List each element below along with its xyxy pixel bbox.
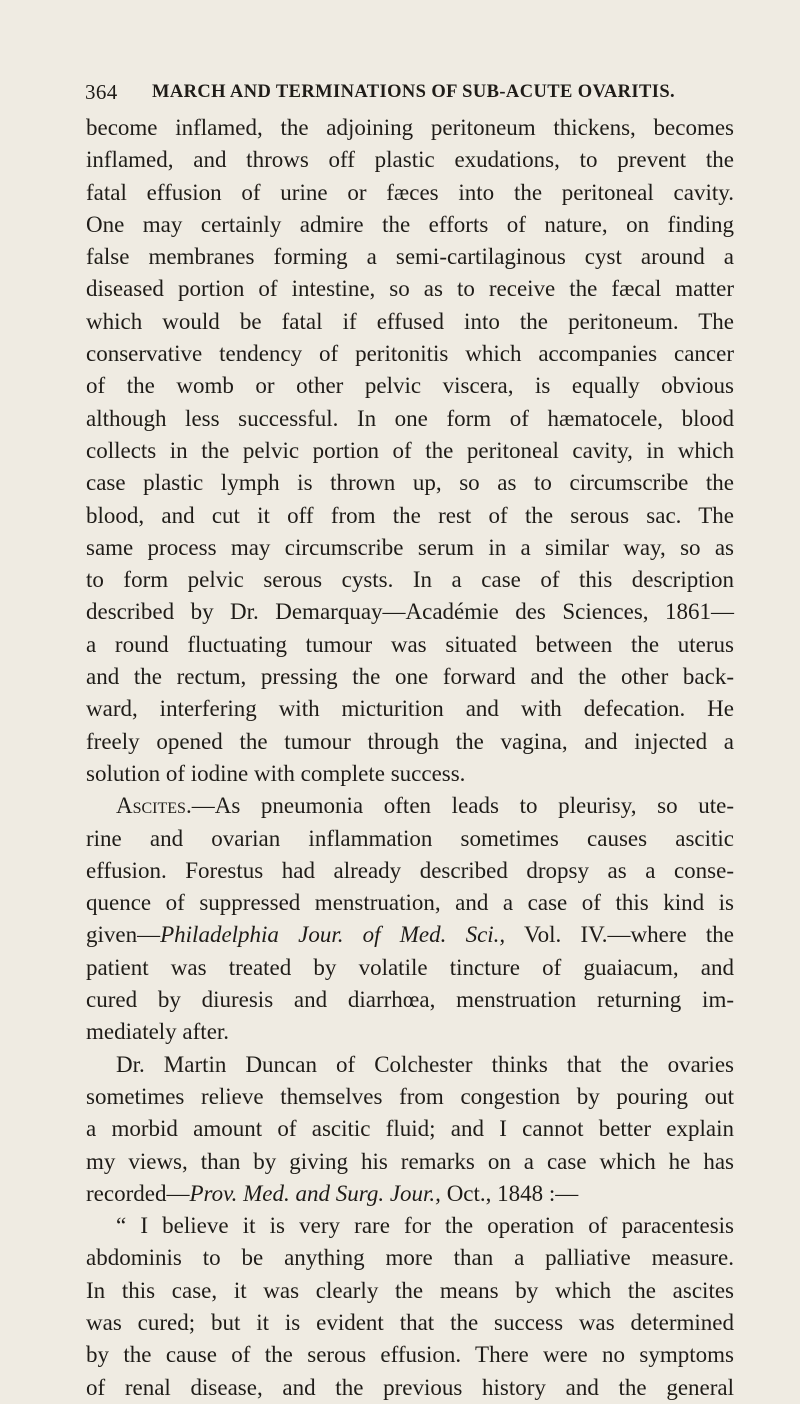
text-run: Oct., 1848 :— xyxy=(440,1180,579,1206)
text-line: sometimes relieve themselves from congestion by pouring out xyxy=(86,1083,734,1109)
citation-title: Prov. Med. and Surg. Jour., xyxy=(189,1180,441,1206)
text-line xyxy=(86,1178,734,1210)
text-run: recorded— xyxy=(86,1180,190,1206)
text-line: quence of suppressed menstruation, and a case of this kind is xyxy=(86,890,734,916)
text-line: collects in the pelvic portion of the peritoneal cavity, in which xyxy=(86,437,734,463)
text-line: same process may circumscribe serum in a similar way, so as xyxy=(86,534,734,560)
text-line: false membranes forming a semi-cartilaginous cyst around a xyxy=(86,244,734,270)
text-run: Vol. IV.—where the xyxy=(505,922,734,948)
text-line: of the womb or other pelvic viscera, is equally obvious xyxy=(86,373,734,399)
text-line: In this case, it was clearly the means by which the ascites xyxy=(86,1277,734,1303)
text-line: inflamed, and throws off plastic exudations, to prevent the xyxy=(86,147,734,173)
page-number: 364 xyxy=(85,80,118,104)
citation-title: Philadelphia Jour. of Med. Sci., xyxy=(160,922,506,948)
text-line: was cured; but it is evident that the success was determined xyxy=(86,1309,734,1335)
text-line: “ I believe it is very rare for the operation of paracentesis xyxy=(116,1213,734,1239)
text-line: effusion. Forestus had already described dropsy as a conse- xyxy=(86,857,734,883)
text-line: diseased portion of intestine, so as to receive the fæcal matter xyxy=(86,276,734,302)
text-line: ward, interfering with micturition and with defecation. He xyxy=(86,696,734,722)
section-heading-ascites: Ascites. xyxy=(116,793,192,819)
text-line: although less successful. In one form of hæmatocele, blood xyxy=(86,405,734,431)
text-line: become inflamed, the adjoining peritoneum thickens, becomes xyxy=(86,115,734,140)
running-title: MARCH AND TERMINATIONS OF SUB-ACUTE OVARITIS. xyxy=(152,82,676,102)
text-run: —As pneumonia often leads to pleurisy, so ute- xyxy=(191,793,734,819)
text-line: a morbid amount of ascitic fluid; and I cannot better explain xyxy=(86,1116,734,1142)
text-line: conservative tendency of peritonitis which accompanies cancer xyxy=(86,341,734,367)
text-line xyxy=(86,919,734,951)
text-line: solution of iodine with complete success. xyxy=(86,760,466,786)
text-line: freely opened the tumour through the vagina, and injected a xyxy=(86,728,734,754)
text-line: abdominis to be anything more than a palliative measure. xyxy=(86,1245,734,1271)
text-line: rine and ovarian inflammation sometimes causes ascitic xyxy=(86,825,734,851)
text-run: given— xyxy=(86,922,161,948)
text-line: mediately after. xyxy=(86,1019,230,1045)
text-line: which would be fatal if effused into the peritoneum. The xyxy=(86,308,734,334)
text-line: One may certainly admire the efforts of nature, on finding xyxy=(86,211,734,237)
text-line: and the rectum, pressing the one forward and the other back- xyxy=(86,664,734,690)
text-line: described by Dr. Demarquay—Académie des Sciences, 1861— xyxy=(86,599,734,625)
text-line xyxy=(86,790,734,822)
text-line: of renal disease, and the previous history and the general xyxy=(86,1374,734,1400)
body-text xyxy=(86,112,734,1404)
text-line: blood, and cut it off from the rest of the serous sac. The xyxy=(86,502,734,528)
text-line: my views, than by giving his remarks on a case which he has xyxy=(86,1148,734,1174)
text-line: Dr. Martin Duncan of Colchester thinks that the ovaries xyxy=(116,1051,734,1077)
text-line: cured by diuresis and diarrhœa, menstruation returning im- xyxy=(86,987,734,1013)
text-line: case plastic lymph is thrown up, so as to circumscribe the xyxy=(86,470,734,496)
page-header xyxy=(85,80,725,110)
text-line: fatal effusion of urine or fæces into the peritoneal cavity. xyxy=(86,179,734,205)
text-line: to form pelvic serous cysts. In a case of this description xyxy=(86,567,734,593)
text-line: patient was treated by volatile tincture of guaiacum, and xyxy=(86,954,734,980)
text-line: a round fluctuating tumour was situated between the uterus xyxy=(86,631,734,657)
text-line: by the cause of the serous effusion. There were no symptoms xyxy=(86,1342,734,1368)
